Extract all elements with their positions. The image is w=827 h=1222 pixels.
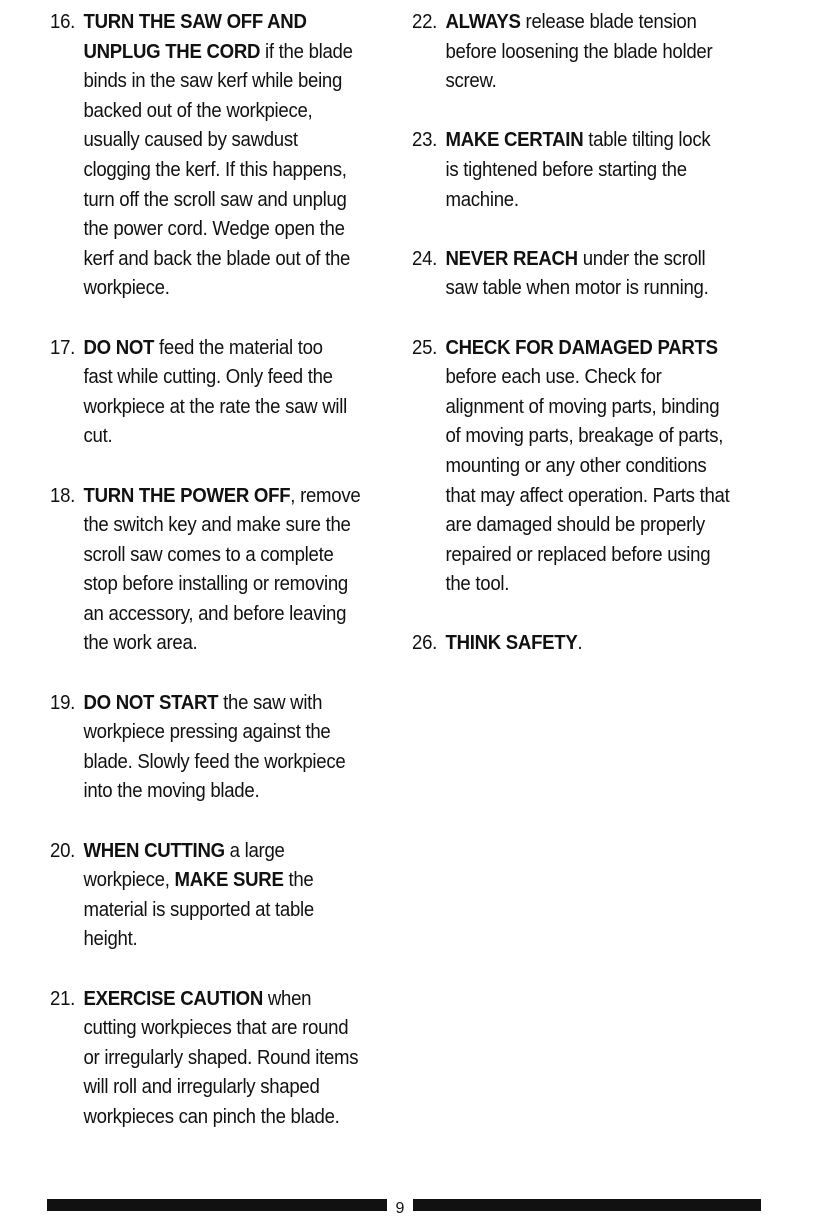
item-number: 18. [50, 484, 76, 507]
safety-item-22 [412, 8, 756, 97]
item-line: screw. [445, 70, 497, 93]
item-line [445, 629, 756, 659]
item-line: workpiece. [83, 277, 170, 300]
item-line: mounting or any other conditions [445, 454, 707, 477]
item-line: into the moving blade. [83, 780, 260, 803]
item-number: 17. [50, 336, 76, 359]
item-text: release blade tension [520, 11, 697, 33]
safety-item-16 [50, 8, 371, 304]
safety-item-18 [50, 482, 371, 660]
item-line: alignment of moving parts, binding [445, 395, 720, 418]
item-text: under the scroll [577, 247, 706, 270]
safety-item-20 [50, 837, 371, 955]
item-number: 20. [50, 839, 76, 862]
item-line: before loosening the blade holder [445, 40, 713, 63]
item-keyword: NEVER REACH [445, 247, 578, 270]
item-line: workpieces can pinch the blade. [83, 1105, 340, 1128]
spacer [412, 304, 782, 334]
item-number: 26. [412, 632, 438, 655]
item-line: an accessory, and before leaving [83, 602, 347, 625]
item-line: scroll saw comes to a complete [83, 543, 334, 566]
spacer [50, 807, 395, 837]
item-text: if the blade [260, 40, 353, 63]
item-line: turn off the scroll saw and unplug [83, 188, 347, 211]
item-line: kerf and back the blade out of the [83, 247, 351, 270]
item-line: usually caused by sawdust [83, 129, 298, 152]
page-number: 9 [395, 1200, 405, 1217]
item-keyword: MAKE SURE [174, 869, 284, 892]
item-line [83, 689, 370, 719]
item-line [83, 837, 370, 867]
item-line: binds in the saw kerf while being [83, 70, 343, 93]
item-text: . [577, 632, 583, 655]
item-text: the [283, 869, 314, 892]
item-line: blade. Slowly feed the workpiece [83, 750, 346, 773]
item-line: clogging the kerf. If this happens, [83, 158, 347, 181]
item-line: the work area. [83, 632, 198, 655]
item-keyword: DO NOT [83, 336, 155, 359]
item-keyword: WHEN CUTTING [83, 839, 225, 862]
item-number: 24. [412, 247, 438, 270]
safety-item-26 [412, 629, 756, 659]
spacer [50, 452, 395, 482]
item-number: 23. [412, 129, 438, 152]
spacer [50, 955, 395, 985]
safety-item-21 [50, 985, 371, 1133]
item-number: 19. [50, 691, 76, 714]
item-keyword: ALWAYS [445, 11, 521, 33]
item-line: are damaged should be properly [445, 514, 705, 537]
item-text: , remove [290, 484, 361, 507]
item-text: a large [224, 839, 285, 862]
item-text: workpiece, [83, 869, 175, 892]
item-keyword: TURN THE SAW OFF AND [83, 11, 307, 33]
item-line: that may affect operation. Parts that [445, 484, 730, 507]
item-keyword: CHECK FOR DAMAGED PARTS [445, 336, 718, 359]
footer-rule-right [413, 1199, 761, 1211]
item-line: machine. [445, 188, 519, 211]
item-line: material is supported at table [83, 898, 314, 921]
item-text: the saw with [218, 691, 323, 714]
item-keyword: TURN THE POWER OFF [83, 484, 291, 507]
item-line [83, 334, 370, 364]
item-line: of moving parts, breakage of parts, [445, 425, 724, 448]
item-line [83, 482, 370, 512]
item-line [445, 334, 756, 364]
spacer [412, 600, 782, 630]
item-line: will roll and irregularly shaped [83, 1076, 320, 1099]
item-text: when [262, 987, 312, 1010]
item-line: stop before installing or removing [83, 573, 348, 596]
item-line: is tightened before starting the [445, 158, 687, 181]
item-number: 16. [50, 11, 76, 33]
item-keyword: UNPLUG THE CORD [83, 40, 261, 63]
item-line: workpiece pressing against the [83, 721, 331, 744]
safety-item-24 [412, 245, 756, 304]
item-line: the power cord. Wedge open the [83, 218, 345, 241]
item-number: 22. [412, 11, 438, 33]
item-line [445, 245, 756, 275]
spacer [412, 215, 782, 245]
item-line: backed out of the workpiece, [83, 99, 313, 122]
item-keyword: EXERCISE CAUTION [83, 987, 263, 1010]
item-line: cutting workpieces that are round [83, 1017, 349, 1040]
item-line: the switch key and make sure the [83, 514, 351, 537]
item-keyword: THINK SAFETY [445, 632, 578, 655]
item-line: saw table when motor is running. [445, 277, 709, 300]
item-line: fast while cutting. Only feed the [83, 366, 333, 389]
safety-item-19 [50, 689, 371, 807]
footer-rule-left [47, 1199, 387, 1211]
item-number: 21. [50, 987, 76, 1010]
item-line [83, 866, 370, 896]
item-line [83, 8, 370, 38]
spacer [50, 659, 395, 689]
item-line [83, 985, 370, 1015]
spacer [412, 97, 782, 127]
left-column [50, 8, 395, 1133]
item-line: before each use. Check for [445, 366, 662, 389]
safety-item-17 [50, 334, 371, 452]
item-line: or irregularly shaped. Round items [83, 1046, 359, 1069]
item-line [445, 8, 756, 38]
safety-item-25 [412, 334, 756, 600]
item-line: the tool. [445, 573, 510, 596]
item-text: table tilting lock [583, 129, 711, 152]
item-line: cut. [83, 425, 113, 448]
item-line [83, 38, 370, 68]
item-keyword: MAKE CERTAIN [445, 129, 584, 152]
item-line: workpiece at the rate the saw will [83, 395, 347, 418]
item-line [445, 126, 756, 156]
item-text: feed the material too [154, 336, 323, 359]
item-line: height. [83, 928, 138, 951]
safety-item-23 [412, 126, 756, 215]
item-line: repaired or replaced before using [445, 543, 711, 566]
spacer [50, 304, 395, 334]
page-footer [47, 1197, 761, 1219]
item-keyword: DO NOT START [83, 691, 219, 714]
right-column [412, 8, 782, 659]
item-number: 25. [412, 336, 438, 359]
